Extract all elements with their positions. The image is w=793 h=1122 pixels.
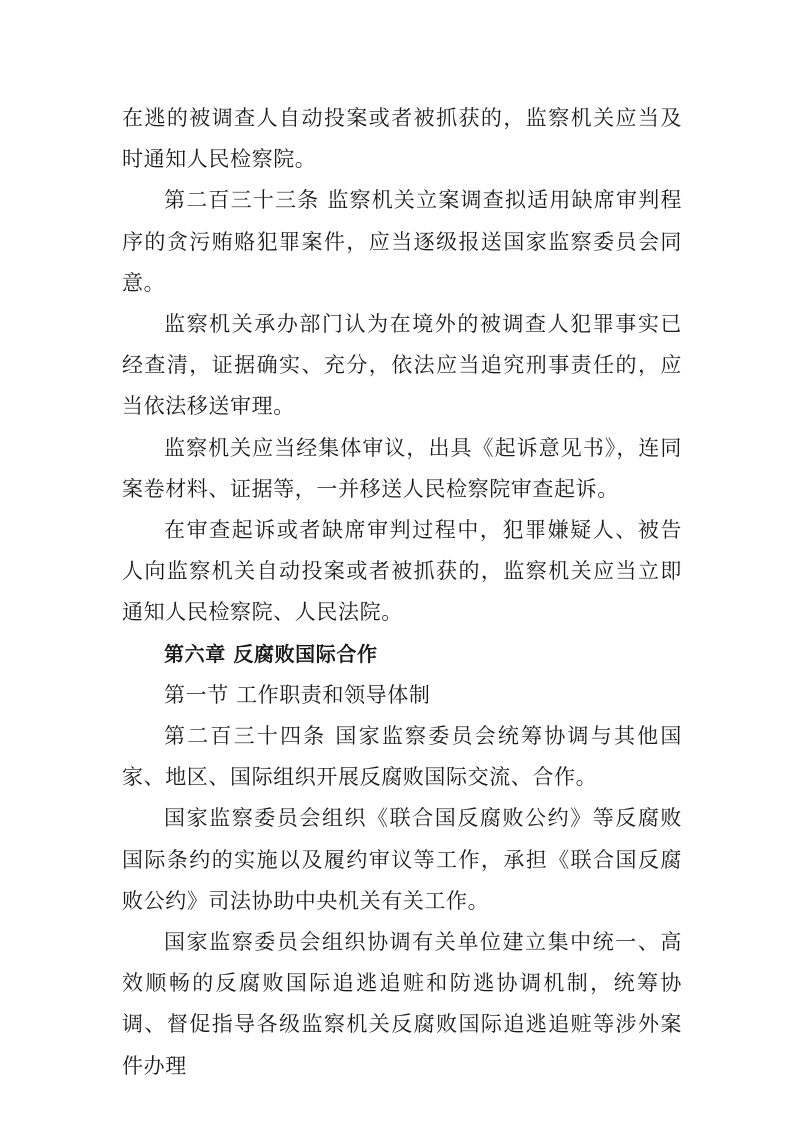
document-body xyxy=(122,98,682,1087)
article-233-clause-3: 监察机关应当经集体审议，出具《起诉意见书》，连同案卷材料、证据等，一并移送人民检察院审查起诉。 xyxy=(122,435,682,501)
chapter-heading: 第六章 反腐败国际合作 xyxy=(164,641,378,666)
section-heading: 第一节 工作职责和领导体制 xyxy=(164,682,431,707)
article-233: 第二百三十三条 监察机关立案调查拟适用缺席审判程序的贪污贿赂犯罪案件，应当逐级报送国家监察委员会同意。 xyxy=(122,188,682,295)
article-233-clause-4: 在审查起诉或者缺席审判过程中，犯罪嫌疑人、被告人向监察机关自动投案或者被抓获的，监察机关应当立即通知人民检察院、人民法院。 xyxy=(122,518,682,625)
article-234-clause-3: 国家监察委员会组织协调有关单位建立集中统一、高效顺畅的反腐败国际追逃追赃和防逃协调机制，统筹协调、督促指导各级监察机关反腐败国际追逃追赃等涉外案件办理 xyxy=(122,930,682,1078)
paragraph-continuation: 在逃的被调查人自动投案或者被抓获的，监察机关应当及时通知人民检察院。 xyxy=(122,106,682,172)
article-233-clause-2: 监察机关承办部门认为在境外的被调查人犯罪事实已经查清，证据确实、充分，依法应当追究刑事责任的，应当依法移送审理。 xyxy=(122,312,682,419)
article-234-clause-2: 国家监察委员会组织《联合国反腐败公约》等反腐败国际条约的实施以及履约审议等工作，承担《联合国反腐败公约》司法协助中央机关有关工作。 xyxy=(122,806,682,913)
article-234: 第二百三十四条 国家监察委员会统筹协调与其他国家、地区、国际组织开展反腐败国际交流、合作。 xyxy=(122,724,682,790)
